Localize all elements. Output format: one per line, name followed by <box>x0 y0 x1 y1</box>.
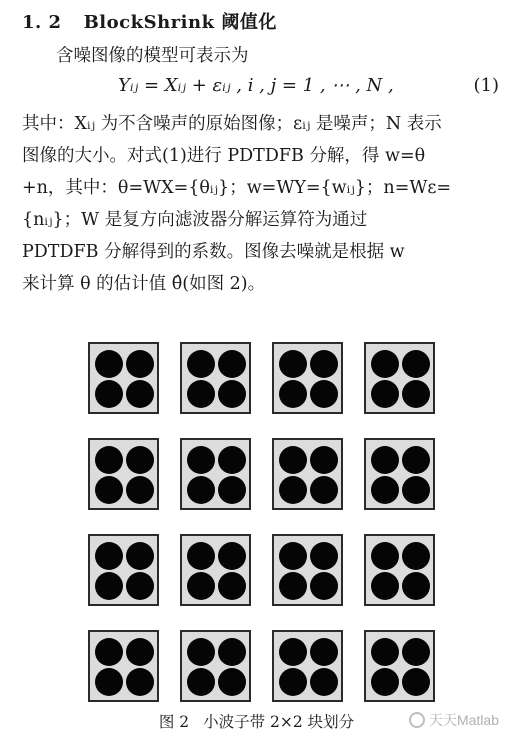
subband-block <box>272 342 343 414</box>
coefficient-dot <box>187 350 215 378</box>
coefficient-dot <box>402 446 430 474</box>
subband-block <box>272 534 343 606</box>
coefficient-dot <box>218 638 246 666</box>
coefficient-dot <box>187 572 215 600</box>
coefficient-dot <box>310 572 338 600</box>
coefficient-dot <box>187 476 215 504</box>
coefficient-dot <box>371 542 399 570</box>
coefficient-dot <box>279 542 307 570</box>
equation-1: Yᵢⱼ = Xᵢⱼ + εᵢⱼ , i , j = 1 , ⋯ , N , <box>118 75 394 96</box>
coefficient-dot <box>310 476 338 504</box>
subband-block <box>180 630 251 702</box>
coefficient-dot <box>95 542 123 570</box>
coefficient-dot <box>310 380 338 408</box>
subband-block <box>180 534 251 606</box>
section-number: 1. 2 <box>22 12 62 33</box>
coefficient-dot <box>95 668 123 696</box>
coefficient-dot <box>187 446 215 474</box>
subband-block <box>272 630 343 702</box>
coefficient-dot <box>126 638 154 666</box>
coefficient-dot <box>187 380 215 408</box>
coefficient-dot <box>126 380 154 408</box>
coefficient-dot <box>126 446 154 474</box>
coefficient-dot <box>402 380 430 408</box>
coefficient-dot <box>279 668 307 696</box>
figure-caption-text: 小波子带 2×2 块划分 <box>203 713 355 731</box>
watermark <box>409 710 499 730</box>
coefficient-dot <box>279 350 307 378</box>
coefficient-dot <box>187 638 215 666</box>
coefficient-dot <box>218 572 246 600</box>
coefficient-dot <box>126 350 154 378</box>
coefficient-dot <box>218 542 246 570</box>
coefficient-dot <box>95 380 123 408</box>
coefficient-dot <box>95 638 123 666</box>
coefficient-dot <box>310 350 338 378</box>
coefficient-dot <box>95 350 123 378</box>
figure-label: 图 2 <box>158 713 190 731</box>
body-line-1: 其中：Xᵢⱼ 为不含噪声的原始图像；εᵢⱼ 是噪声；N 表示 <box>22 114 442 134</box>
coefficient-dot <box>279 638 307 666</box>
subband-block <box>180 438 251 510</box>
subband-block <box>364 534 435 606</box>
coefficient-dot <box>402 572 430 600</box>
subband-block <box>88 438 159 510</box>
coefficient-dot <box>371 476 399 504</box>
subband-block <box>88 630 159 702</box>
section-title: BlockShrink 阈值化 <box>83 12 277 33</box>
subband-block <box>180 342 251 414</box>
coefficient-dot <box>187 668 215 696</box>
coefficient-dot <box>187 542 215 570</box>
subband-block <box>364 630 435 702</box>
coefficient-dot <box>371 638 399 666</box>
section-heading <box>22 8 277 34</box>
coefficient-dot <box>371 350 399 378</box>
coefficient-dot <box>279 572 307 600</box>
coefficient-dot <box>126 668 154 696</box>
coefficient-dot <box>218 380 246 408</box>
coefficient-dot <box>279 446 307 474</box>
coefficient-dot <box>218 668 246 696</box>
equation-number: (1) <box>473 75 499 96</box>
coefficient-dot <box>126 476 154 504</box>
coefficient-dot <box>95 476 123 504</box>
subband-block-grid <box>88 342 435 702</box>
coefficient-dot <box>371 668 399 696</box>
coefficient-dot <box>95 572 123 600</box>
coefficient-dot <box>126 572 154 600</box>
coefficient-dot <box>218 446 246 474</box>
coefficient-dot <box>310 542 338 570</box>
subband-block <box>364 438 435 510</box>
wechat-icon <box>409 712 425 728</box>
coefficient-dot <box>402 638 430 666</box>
coefficient-dot <box>310 446 338 474</box>
body-line-3: +n，其中：θ=WX={θᵢⱼ}；w=WY={wᵢⱼ}；n=Wε= <box>22 178 452 198</box>
coefficient-dot <box>371 572 399 600</box>
coefficient-dot <box>218 350 246 378</box>
watermark-text: 天天Matlab <box>428 712 499 728</box>
subband-block <box>272 438 343 510</box>
coefficient-dot <box>402 350 430 378</box>
coefficient-dot <box>402 542 430 570</box>
coefficient-dot <box>310 668 338 696</box>
coefficient-dot <box>279 380 307 408</box>
coefficient-dot <box>402 476 430 504</box>
coefficient-dot <box>371 446 399 474</box>
intro-text: 含噪图像的模型可表示为 <box>56 46 249 66</box>
coefficient-dot <box>218 476 246 504</box>
coefficient-dot <box>95 446 123 474</box>
subband-block <box>88 534 159 606</box>
body-line-2: 图像的大小。对式(1)进行 PDTDFB 分解，得 w=θ <box>22 146 426 166</box>
coefficient-dot <box>402 668 430 696</box>
body-line-4: {nᵢⱼ}；W 是复方向滤波器分解运算符为通过 <box>22 210 368 230</box>
coefficient-dot <box>371 380 399 408</box>
subband-block <box>364 342 435 414</box>
coefficient-dot <box>279 476 307 504</box>
coefficient-dot <box>126 542 154 570</box>
subband-block <box>88 342 159 414</box>
coefficient-dot <box>310 638 338 666</box>
body-line-5: PDTDFB 分解得到的系数。图像去噪就是根据 w <box>22 242 405 262</box>
body-line-6: 来计算 θ 的估计值 θ̂(如图 2)。 <box>22 274 266 294</box>
